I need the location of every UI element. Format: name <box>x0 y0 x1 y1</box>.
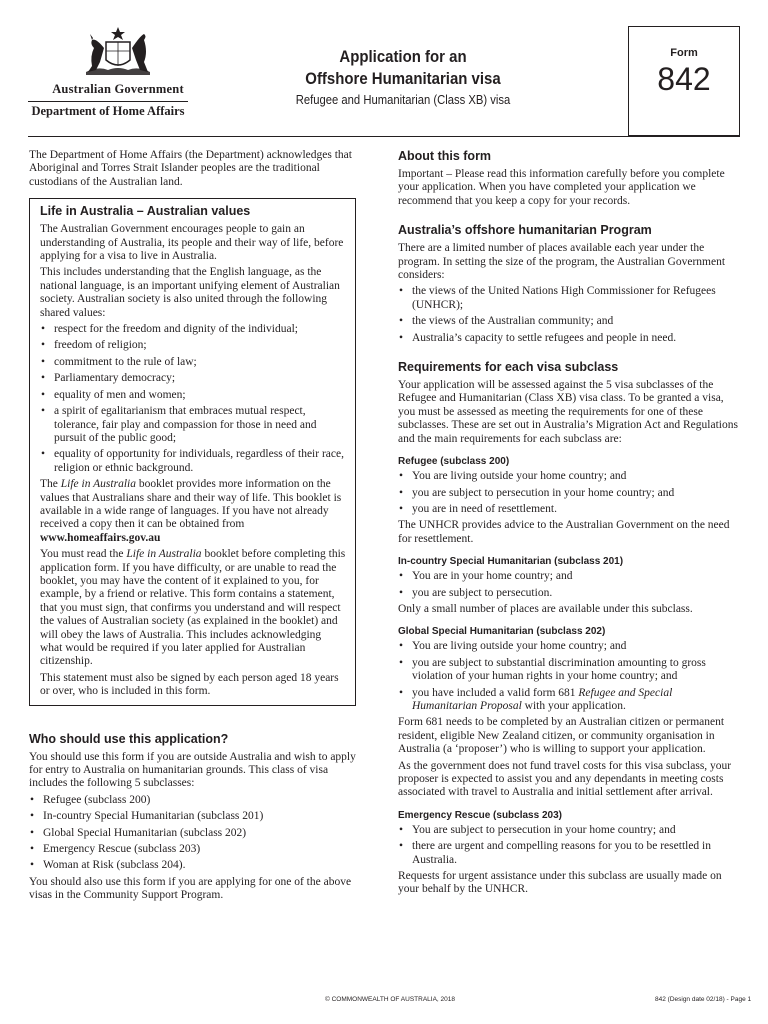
list-item: • you are subject to persecution. <box>398 587 740 600</box>
list-item: • Australia’s capacity to settle refugees and people in need. <box>398 332 740 345</box>
subclass-201-list <box>398 570 740 600</box>
form-title-line1: Application for an <box>339 47 467 66</box>
government-name: Australian Government <box>52 82 184 96</box>
form-title-block <box>253 46 553 107</box>
text-run: The <box>40 478 61 491</box>
values-paragraph <box>40 478 346 545</box>
values-paragraph: This includes understanding that the English language, as the national language, is an important unifying element of Australian society. Australian society is also united through the following shared values: <box>40 266 340 319</box>
footer-page-info: 842 (Design date 02/18) - Page 1 <box>655 996 752 1003</box>
acknowledgement-text: The Department of Home Affairs (the Department) acknowledges that Aboriginal and Torres Strait Islander peoples are the traditional custodians of the Australian land. <box>29 149 352 188</box>
list-item: • Refugee (subclass 200) <box>29 794 356 807</box>
program-heading: Australia’s offshore humanitarian Program <box>398 223 652 238</box>
list-item: • You are living outside your home country; and <box>398 640 740 653</box>
about-heading: About this form <box>398 149 492 163</box>
who-heading: Who should use this application? <box>29 731 229 746</box>
form-number-box <box>628 26 740 136</box>
subclass-list <box>29 794 356 873</box>
subclass-202-paragraph: As the government does not fund travel costs for this visa subclass, your proposer is expected to assist you and any dependants in meeting costs associated with travel to Australia and initial settlement after arrival. <box>398 759 732 799</box>
values-paragraph: The Australian Government encourages people to gain an understanding of Australia, its people and their way of life, before applying for a visa to live in Australia. <box>40 223 344 263</box>
list-item: • Emergency Rescue (subclass 203) <box>29 843 356 856</box>
subclass-200-list <box>398 470 740 516</box>
list-item <box>398 687 740 714</box>
list-item: • equality of opportunity for individuals, regardless of their race, religion or ethnic background. <box>40 448 346 475</box>
header-divider <box>28 136 740 137</box>
left-column <box>29 149 356 906</box>
list-item: • the views of the Australian community; and <box>398 315 740 328</box>
website-link[interactable]: www.homeaffairs.gov.au <box>40 531 161 544</box>
booklet-title: Life in Australia <box>60 478 136 491</box>
text-run: you have included a valid form 681 <box>412 686 579 699</box>
values-heading: Life in Australia – Australian values <box>40 204 251 219</box>
list-item: • freedom of religion; <box>40 339 346 352</box>
subclass-202-heading: Global Special Humanitarian (subclass 202) <box>398 626 606 638</box>
who-paragraph: You should also use this form if you are applying for one of the above visas in the Community Support Program. <box>29 875 352 902</box>
list-item: • there are urgent and compelling reasons for you to be resettled in Australia. <box>398 840 740 867</box>
requirements-heading: Requirements for each visa subclass <box>398 360 619 375</box>
coat-of-arms-icon <box>68 26 168 78</box>
subclass-202-paragraph: Form 681 needs to be completed by an Australian citizen or permanent resident, eligible New Zealand citizen, or community organisation in Australia (a ‘proposer’) who is willing to support your application. <box>398 716 725 756</box>
footer-copyright: © COMMONWEALTH OF AUSTRALIA, 2018 <box>325 996 455 1003</box>
values-list <box>40 323 346 475</box>
values-paragraph <box>40 548 346 669</box>
text-run: booklet before completing this application form. If you have difficulty, or are unable to read the booklet, you may have the content of it explained to you, for example, by a friend or relative. This form contains a statement, that you must sign, that confirms you understand and will respect the values of Australian society (as explained in the booklet) and will obey the laws of Australia. This includes acknowledging what would be required if you later applied for Australian citizenship. <box>40 548 346 668</box>
list-item: • Woman at Risk (subclass 204). <box>29 859 356 872</box>
subclass-203-paragraph: Requests for urgent assistance under this subclass are usually made on your behalf by the UNHCR. <box>398 870 722 896</box>
list-item: • equality of men and women; <box>40 389 346 402</box>
form-title-line2: Offshore Humanitarian visa <box>305 69 501 88</box>
department-name: Department of Home Affairs <box>31 104 185 118</box>
form-681-title: Refugee and Special Humanitarian Proposal <box>412 686 673 712</box>
list-item: • you are in need of resettlement. <box>398 503 740 516</box>
subclass-201-heading: In-country Special Humanitarian (subclass 201) <box>398 556 624 568</box>
subclass-203-list <box>398 824 740 867</box>
list-item: • a spirit of egalitarianism that embraces mutual respect, tolerance, fair play and compassion for those in need and pursuit of the public good; <box>40 405 346 445</box>
subclass-200-paragraph: The UNHCR provides advice to the Australian Government on the need for resettlement. <box>398 519 730 545</box>
form-subtitle: Refugee and Humanitarian (Class XB) visa <box>295 93 511 107</box>
list-item: • You are living outside your home country; and <box>398 470 740 483</box>
right-column <box>398 149 740 900</box>
values-paragraph: This statement must also be signed by each person aged 18 years or over, who is included in this form. <box>40 671 339 698</box>
about-paragraph: Important – Please read this information carefully before you complete your application. When you have completed your application we recommend that you keep a copy for your records. <box>398 168 725 207</box>
subclass-200-heading: Refugee (subclass 200) <box>398 456 510 468</box>
list-item: • respect for the freedom and dignity of the individual; <box>40 323 346 336</box>
list-item: • you are subject to substantial discrimination amounting to gross violation of your human rights in your home country; and <box>398 657 740 684</box>
program-paragraph: There are a limited number of places available each year under the program. In setting the size of the program, the Australian Government considers: <box>398 242 726 282</box>
list-item: • In-country Special Humanitarian (subclass 201) <box>29 810 356 823</box>
text-run: You must read the <box>40 548 127 561</box>
form-number: 842 <box>657 61 711 97</box>
page-header <box>28 26 740 136</box>
subclass-201-paragraph: Only a small number of places are available under this subclass. <box>398 602 693 615</box>
list-item: • You are in your home country; and <box>398 570 740 583</box>
list-item: • You are subject to persecution in your home country; and <box>398 824 740 837</box>
list-item: • the views of the United Nations High Commissioner for Refugees (UNHCR); <box>398 285 740 312</box>
program-list <box>398 285 740 345</box>
list-item: • commitment to the rule of law; <box>40 356 346 369</box>
subclass-203-heading: Emergency Rescue (subclass 203) <box>398 809 562 821</box>
booklet-title: Life in Australia <box>126 548 202 561</box>
who-paragraph: You should use this form if you are outside Australia and wish to apply for entry to Australia on humanitarian grounds. This class of visa includes the following 5 subclasses: <box>29 750 356 790</box>
text-run: with your application. <box>521 699 626 712</box>
form-label: Form <box>670 47 698 59</box>
text-run: booklet provides more information on the values that Australians share and their way of life. This booklet is available in a wide range of languages. If you have not already received a copy then it can be obtained from <box>40 478 342 531</box>
requirements-paragraph: Your application will be assessed against the 5 visa subclasses of the Refugee and Humanitarian (Class XB) visa class. To be granted a visa, you must be assessed as meeting the requirements for one of these subclasses. These are set out in Australia’s Migration Act and Regulations and the main requirements for each subclass are: <box>398 379 738 445</box>
divider <box>28 101 188 102</box>
australian-values-box <box>29 198 356 705</box>
subclass-202-list <box>398 640 740 713</box>
list-item: • you are subject to persecution in your home country; and <box>398 487 740 500</box>
list-item: • Parliamentary democracy; <box>40 372 346 385</box>
list-item: • Global Special Humanitarian (subclass 202) <box>29 827 356 840</box>
